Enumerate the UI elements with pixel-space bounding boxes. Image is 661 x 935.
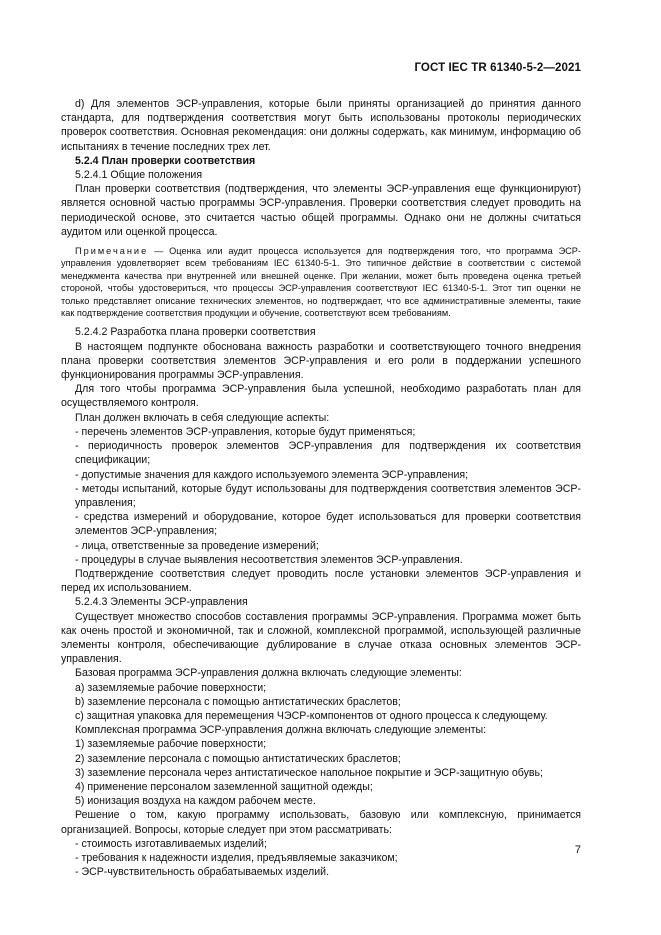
subsection-heading-5-2-4-1: 5.2.4.1 Общие положения xyxy=(75,169,203,182)
list-item: - периодичность проверок элементов ЭСР-управления для подтверждения их соответствия спецификации; xyxy=(75,440,581,467)
list-item: 5) ионизация воздуха на каждом рабочем месте. xyxy=(75,795,316,808)
list-item: - методы испытаний, которые будут использованы для подтверждения соответствия элементов ЭСР-управления; xyxy=(75,482,581,509)
paragraph-plan-need: Для того чтобы программа ЭСР-управления была успешной, необходимо разработать план для осуществляемого контроля. xyxy=(61,383,581,410)
list-item: - перечень элементов ЭСР-управления, которые будут применяться; xyxy=(75,425,416,438)
list-item: - процедуры в случае выявления несоответствия элементов ЭСР-управления. xyxy=(75,553,463,566)
paragraph-decision: Решение о том, какую программу использовать, базовую или комплексную, принимается организацией. Вопросы, которые следует при этом рассматривать: xyxy=(61,809,581,836)
list-item: - требования к надежности изделия, предъявляемые заказчиком; xyxy=(75,851,398,864)
note-text: — Оценка или аудит процесса используется для подтверждения того, что программа ЭСР-управления удовлетворяет всем требованиям IEC 61340-5-1. Это типичное действие в соответствии с системой менеджмента качества при внутренней или внешней оценке. При желании, может быть проведена оценка третьей стороной, чтобы удостовериться, что процессы ЭСР-управления соответствуют IEC 61340-5-1. Этот тип оценки не только представляет описание технических элементов, но подтверждает, что все административные элементы, такие как подтверждение соответствия продукции и обучение, соответствуют всем требованиям. xyxy=(61,246,581,319)
section-heading-5-2-4: 5.2.4 План проверки соответствия xyxy=(75,154,256,167)
list-item: - ЭСР-чувствительность обрабатываемых изделий. xyxy=(75,866,330,879)
note-label: Примечание xyxy=(75,246,149,257)
subsection-heading-5-2-4-2: 5.2.4.2 Разработка плана проверки соответствия xyxy=(75,326,316,339)
document-header: ГОСТ IEC TR 61340-5-2—2021 xyxy=(414,62,581,74)
paragraph-general: План проверки соответствия (подтверждения, что элементы ЭСР-управления еще функционируют) является основной частью программы ЭСР-управления. Проверки соответствия следует проводить на периодической основе, это считается частью общей программы. Однако они не должны считаться аудитом или оценкой процесса. xyxy=(61,183,581,238)
paragraph-basic-program: Базовая программа ЭСР-управления должна включать следующие элементы: xyxy=(75,667,462,680)
list-item: 1) заземляемые рабочие поверхности; xyxy=(75,738,267,751)
paragraph-methods: Существует множество способов составления программы ЭСР-управления. Программа может быть как очень простой и экономичной, так и сложной, комплексной программой, использующей различные элементы контроля, обеспечивающие дублирование в случае отказа основных элементов ЭСР-управления. xyxy=(61,610,581,666)
list-item: a) заземляемые рабочие поверхности; xyxy=(75,681,267,694)
list-item: b) заземление персонала с помощью антистатических браслетов; xyxy=(75,695,401,708)
subsection-heading-5-2-4-3: 5.2.4.3 Элементы ЭСР-управления xyxy=(75,596,248,609)
paragraph-plan-aspects: План должен включать в себя следующие аспекты: xyxy=(75,411,330,424)
paragraph-confirmation: Подтверждение соответствия следует проводить после установки элементов ЭСР-управления и перед их использованием. xyxy=(61,567,581,595)
list-item: - допустимые значения для каждого используемого элемента ЭСР-управления; xyxy=(75,468,469,481)
document-body xyxy=(61,97,581,879)
list-item: 2) заземление персонала с помощью антистатических браслетов; xyxy=(75,752,401,765)
paragraph-complex-program: Комплексная программа ЭСР-управления должна включать следующие элементы: xyxy=(75,724,487,737)
list-item: 3) заземление персонала через антистатическое напольное покрытие и ЭСР-защитную обувь; xyxy=(75,766,543,779)
paragraph-plan-intro: В настоящем подпункте обоснована важность разработки и соответствующего точного внедрения плана проверки соответствия элементов ЭСР-управления и его роли в поддержании успешного функционирования программы ЭСР-управления. xyxy=(61,340,581,382)
list-item: - средства измерений и оборудование, которое будет использоваться для проверки соответствия элементов ЭСР-управления; xyxy=(75,511,581,538)
list-item: 4) применение персоналом заземленной защитной одежды; xyxy=(75,780,373,793)
list-item: c) защитная упаковка для перемещения ЧЭСР-компонентов от одного процесса к следующему. xyxy=(75,709,548,722)
note xyxy=(61,245,581,319)
list-item: - лица, ответственные за проведение измерений; xyxy=(75,539,319,552)
page-number: 7 xyxy=(574,844,581,856)
list-item: - стоимость изготавливаемых изделий; xyxy=(75,837,267,850)
paragraph-d: d) Для элементов ЭСР-управления, которые были приняты организацией до принятия данного стандарта, для подтверждения соответствия могут быть использованы протоколы периодических проверок соответствия. Основная рекомендация: они должны содержать, как минимум, информацию об испытаниях в течение последних трех лет. xyxy=(61,98,581,153)
